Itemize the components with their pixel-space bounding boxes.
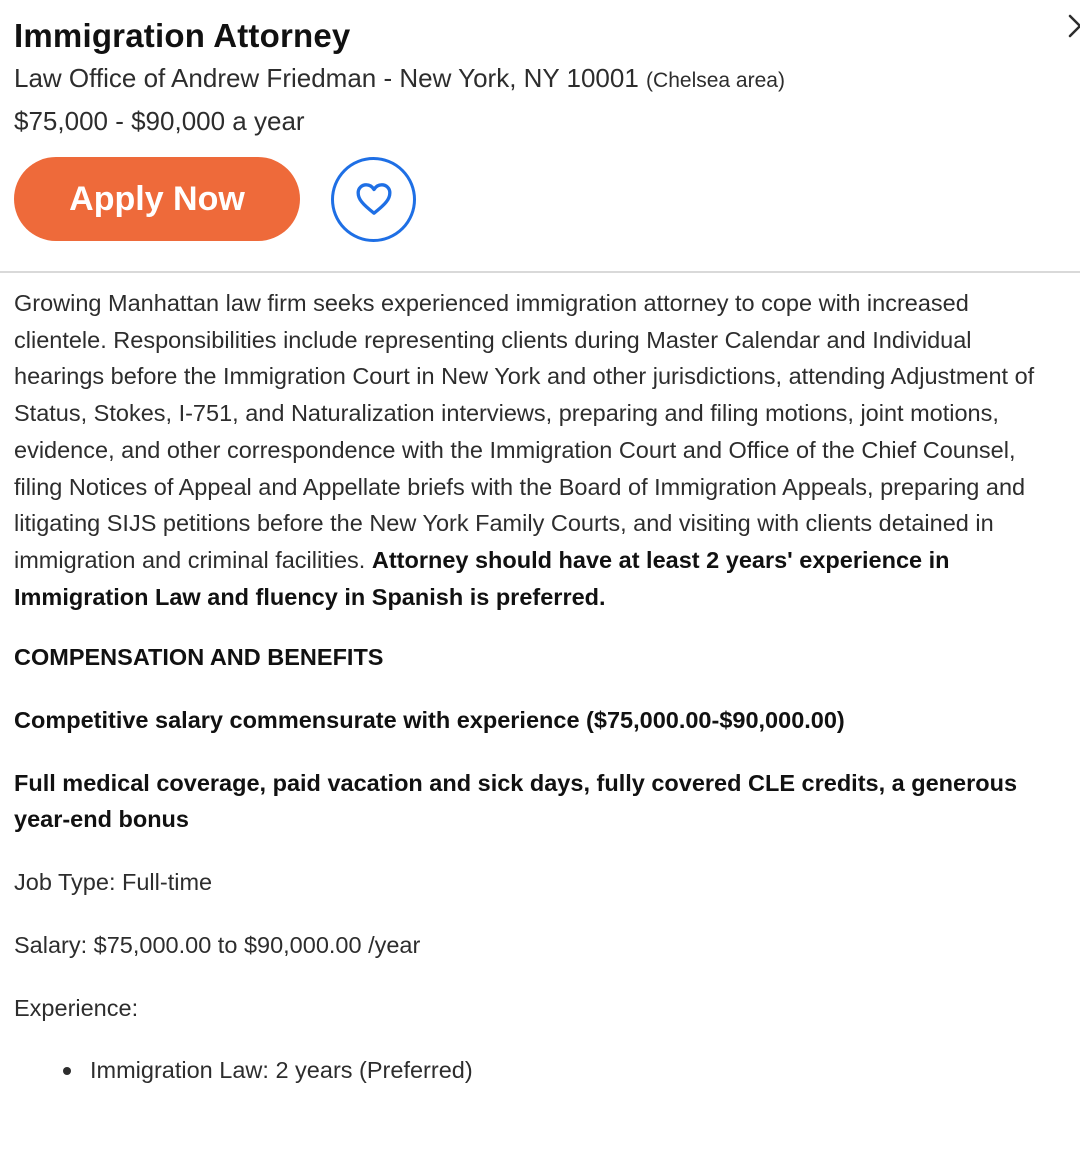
close-icon-glyph [1068,10,1080,40]
description-text: Growing Manhattan law firm seeks experienced immigration attorney to cope with increased clientele. Responsibilities include representing clients during Master Calendar and Individual hearings before the Immigration Court in New York and other jurisdictions, attending Adjustment of Status, Stokes, I-751, and Naturalization interviews, preparing and filing motions, joint motions, evidence, and other correspondence with the Immigration Court and Office of the Chief Counsel, filing Notices of Appeal and Appellate briefs with the Board of Immigration Appeals, preparing and litigating SIJS petitions before the New York Family Courts, and visiting with clients detained in immigration and criminal facilities. [14,290,1035,573]
save-job-button[interactable] [331,157,416,242]
list-item: Immigration Law: 2 years (Preferred) [90,1052,1066,1089]
experience-label: Experience: [14,994,139,1021]
company-name-location: Law Office of Andrew Friedman - New York, NY 10001 [14,63,639,93]
heart-icon [354,179,394,219]
compensation-salary: Competitive salary commensurate with experience ($75,000.00-$90,000.00) [14,707,845,734]
compensation-heading: COMPENSATION AND BENEFITS [14,644,384,671]
description-intro [14,285,1066,615]
job-title: Immigration Attorney [14,17,351,54]
company-location [14,58,1066,101]
salary-range: $75,000 - $90,000 a year [14,106,305,136]
job-description [0,273,1080,1089]
action-bar [14,157,1066,241]
experience-list [14,1052,1066,1089]
salary-detail: Salary: $75,000.00 to $90,000.00 /year [14,931,421,958]
apply-now-button[interactable]: Apply Now [14,157,300,241]
job-type: Job Type: Full-time [14,869,213,896]
compensation-benefits: Full medical coverage, paid vacation and sick days, fully covered CLE credits, a generous year-end bonus [14,769,1018,833]
neighborhood: (Chelsea area) [646,69,785,92]
job-header [0,0,1080,241]
description-requirements: Attorney should have at least 2 years' experience in Immigration Law and fluency in Spanish is preferred. [14,546,950,610]
close-icon[interactable] [1068,10,1080,40]
